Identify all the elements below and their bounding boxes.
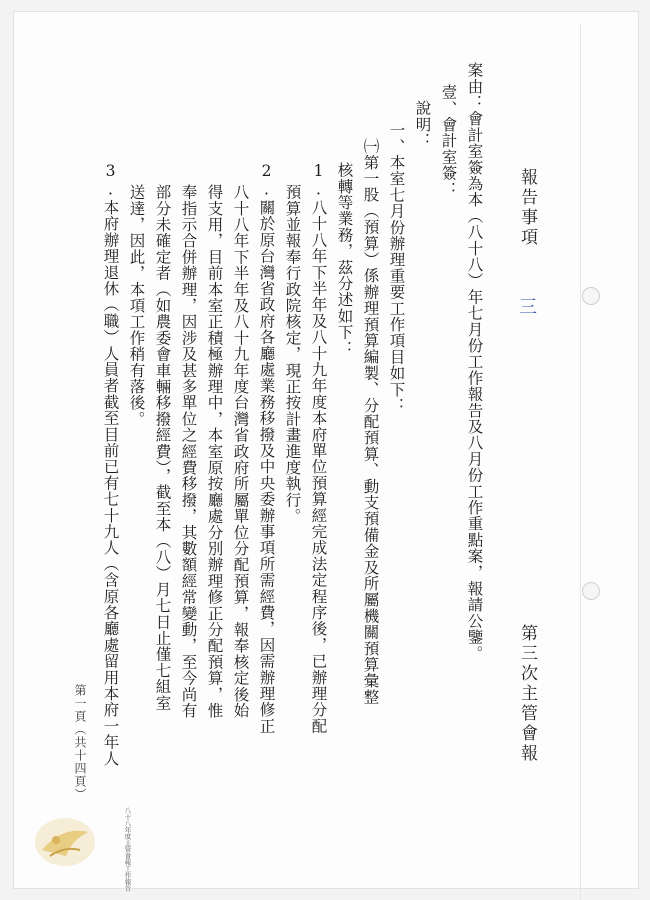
sub-item-2-line-5: 部分未確定者（如農委會車輛移撥經費），截至本（八）月七日止僅七組室 bbox=[153, 184, 172, 711]
sub-item-2-line-4: 奉指示合併辦理，因涉及甚多單位之經費移撥，其數額經常變動，至今尚有 bbox=[179, 184, 198, 719]
binding-hole bbox=[582, 287, 600, 305]
sub-item-2-line-2: 八十八年下半年及八十九年度台灣省政府所屬單位分配預算，報奉核定後始 bbox=[231, 184, 250, 719]
footer-stamp: 八十八年度主管會報工作報告 bbox=[123, 807, 132, 892]
handwritten-number: 三 bbox=[516, 297, 537, 316]
sub-item-1-line: 1.八十八年下半年及八十九年度本府單位預算經完成法定程序後，已辦理分配 bbox=[309, 162, 328, 734]
meeting-label: 第三次主管會報 bbox=[517, 624, 537, 764]
explanation-label: 說明： bbox=[413, 100, 432, 149]
report-header: 報告事項 bbox=[517, 168, 537, 248]
section-1-heading: 一、本室七月份辦理重要工作項目如下： bbox=[387, 122, 406, 414]
sub-item-2-line-3: 得支用，目前本室正積極辦理中，本室原按廳處分別辦理修正分配預算，惟 bbox=[205, 184, 224, 719]
proposer-line: 壹、會計室簽： bbox=[439, 84, 458, 198]
margin-line bbox=[580, 24, 581, 900]
document-page bbox=[14, 12, 638, 892]
item-1-line: ㈠第一股（預算）係辦理預算編製、分配預算、動支預備金及所屬機關預算彙整 bbox=[361, 138, 380, 705]
sub-item-2-line: 2.關於原台灣省政府各廳處業務移撥及中央委辦事項所需經費，因需辦理修正 bbox=[257, 162, 276, 734]
page-number: 第一頁（共十四頁） bbox=[73, 684, 87, 801]
sub-item-1-continued: 預算並報奉行政院核定，現正按計畫進度執行。 bbox=[283, 184, 302, 525]
subject-line: 案由：會計室簽為本（八十八）年七月份工作報告及八月份工作重點案，報請公鑒。 bbox=[465, 62, 484, 662]
library-logo-icon bbox=[32, 810, 98, 870]
item-1-continued: 核轉等業務，茲分述如下： bbox=[335, 162, 354, 357]
binding-hole bbox=[582, 582, 600, 600]
sub-item-2-line-6: 送達，因此，本項工作稍有落後。 bbox=[127, 184, 146, 427]
sub-item-3-line: 3.本府辦理退休（職）人員者截至目前已有七十九人（含原各廳處留用本府一年人 bbox=[101, 162, 120, 767]
